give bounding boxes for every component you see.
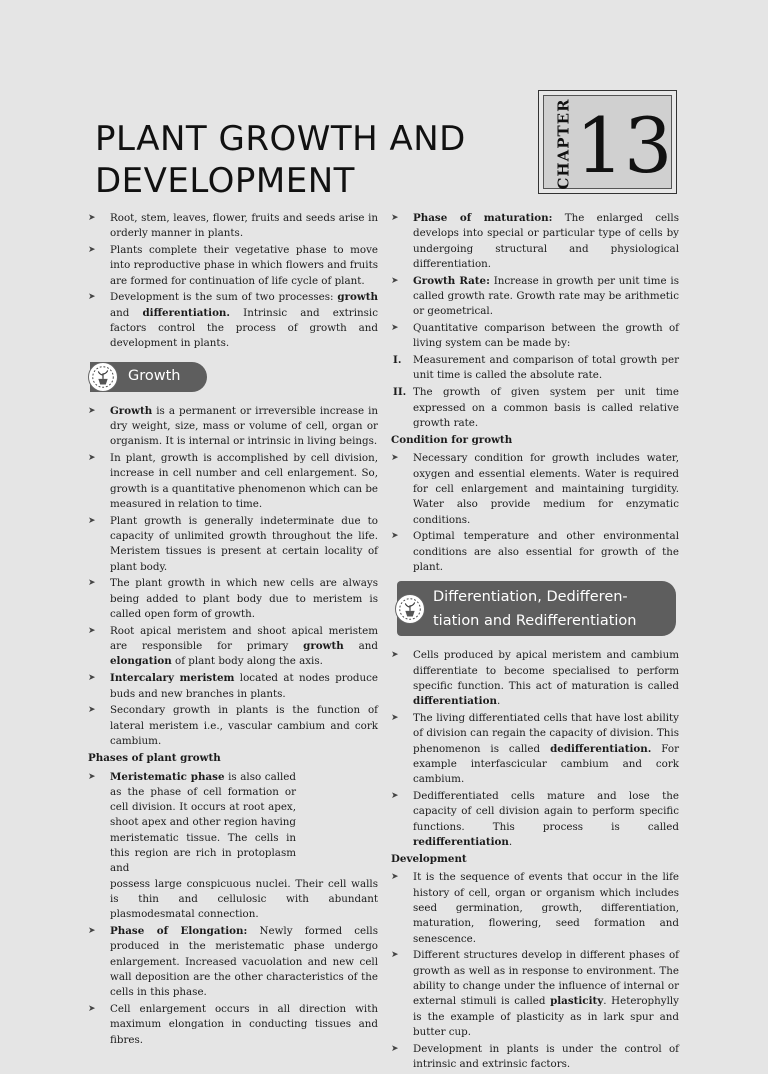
list-item: ➤ Plant growth is generally indeterminate due to capacity of unlimited growth throughout the life. Meristem tissues is present at certain locality of plant body. (88, 514, 378, 573)
growth-section-heading (90, 362, 207, 392)
arrow-bullet-icon: ➤ (391, 531, 399, 542)
plant-pot-icon (88, 362, 118, 392)
phases-heading: Phases of plant growth (88, 752, 221, 765)
arrow-bullet-icon: ➤ (88, 453, 96, 464)
arrow-bullet-icon: ➤ (391, 650, 399, 661)
arrow-bullet-icon: ➤ (391, 950, 399, 961)
arrow-bullet-icon: ➤ (391, 323, 399, 334)
list-item: ➤ Secondary growth in plants is the function of lateral meristem i.e., vascular cambium and cork cambium. (88, 704, 378, 747)
plant-pot-icon (395, 594, 425, 624)
list-item: ➤ Cells produced by apical meristem and cambium differentiate to become specialised to perform specific function. This act of maturation is called differentiation. (391, 649, 679, 708)
list-item: ➤ The plant growth in which new cells are always being added to plant body due to meristem is called open form of growth. (88, 577, 378, 621)
list-item: ➤ The living differentiated cells that have lost ability of division can regain the capacity of division. This phenomenon is called dedifferentiation. For example interfascicular cambium and cork cambium. (391, 712, 679, 786)
right-column (391, 211, 679, 1074)
arrow-bullet-icon: ➤ (88, 925, 96, 936)
list-item: ➤ Development is the sum of two processes: growth and differentiation. Intrinsic and extrinsic factors control the process of growth and development in plants. (88, 291, 378, 350)
arrow-bullet-icon: ➤ (391, 213, 399, 223)
condition-heading: Condition for growth (391, 434, 513, 447)
arrow-bullet-icon: ➤ (88, 515, 96, 526)
list-item: ➤ Cell enlargement occurs in all direction with maximum elongation in conducting tissues and fibres. (88, 1002, 378, 1046)
arrow-bullet-icon: ➤ (391, 1043, 399, 1054)
arrow-bullet-icon: ➤ (88, 673, 96, 684)
arrow-bullet-icon: ➤ (88, 213, 96, 223)
list-item: ➤ Root apical meristem and shoot apical meristem are responsible for primary growth and elongation of plant body along the axis. (88, 624, 378, 668)
list-item: ➤ Meristematic phase is also called as the phase of cell formation or cell division. It occurs at root apex, shoot apex and other region having meristematic tissue. The cells in this region are rich in protoplasm and possess large conspicuous nuclei. Their cell walls is thin and cellulosic with abundant plasmodesmatal connection. (88, 770, 378, 921)
arrow-bullet-icon: ➤ (88, 245, 96, 256)
arrow-bullet-icon: ➤ (88, 771, 96, 782)
arrow-bullet-icon: ➤ (391, 791, 399, 801)
chapter-number: 13 (575, 101, 673, 190)
arrow-bullet-icon: ➤ (391, 713, 399, 724)
arrow-bullet-icon: ➤ (391, 275, 399, 286)
phases-list (88, 770, 378, 1048)
page-title: PLANT GROWTH AND DEVELOPMENT (95, 119, 466, 201)
differentiation-section-heading (397, 581, 676, 636)
rate-types-list (391, 353, 679, 431)
list-item: ➤ Development in plants is under the control of intrinsic and extrinsic factors. (391, 1042, 679, 1071)
chapter-label: CHAPTER (555, 98, 573, 190)
arrow-bullet-icon: ➤ (88, 625, 96, 636)
list-item: II. The growth of given system per unit time expressed on a common basis is called relative growth rate. (393, 386, 679, 429)
chapter-badge (538, 90, 677, 194)
list-item: ➤ Growth Rate: Increase in growth per unit time is called growth rate. Growth rate may be arithmetic or geometrical. (391, 274, 679, 318)
list-item: ➤ Phase of maturation: The enlarged cells develops into special or particular type of cells by undergoing structural and physiological differentiation. (391, 212, 679, 270)
arrow-bullet-icon: ➤ (88, 578, 96, 589)
list-item: ➤ Quantitative comparison between the growth of living system can be made by: (391, 322, 679, 350)
list-item: ➤ Different structures develop in different phases of growth as well as in response to environment. The ability to change under the influence of internal or external stimuli is called plasticity. Heterophylly is the example of plasticity as in lark spur and butter cup. (391, 949, 679, 1038)
arrow-bullet-icon: ➤ (391, 872, 399, 883)
list-item: ➤ Root, stem, leaves, flower, fruits and seeds arise in orderly manner in plants. (88, 212, 378, 240)
list-item: ➤ In plant, growth is accomplished by cell division, increase in cell number and cell enlargement. So, growth is a quantitative phenomenon which can be measured in relation to time. (88, 452, 378, 510)
arrow-bullet-icon: ➤ (88, 405, 96, 416)
arrow-bullet-icon: ➤ (88, 292, 96, 303)
list-item: ➤ Necessary condition for growth includes water, oxygen and essential elements. Water is required for cell enlargement and maintaining turgidity. Water also provide medium for enzymatic conditions. (391, 452, 679, 526)
section-title: Differentiation, Dedifferen- tiation and Redifferentiation (433, 588, 637, 629)
list-item: ➤ Dedifferentiated cells mature and lose the capacity of cell division again to perform specific functions. This process is called redifferentiation. (391, 790, 679, 848)
development-list (391, 870, 679, 1072)
section-title: Growth (128, 368, 181, 385)
differentiation-list (391, 648, 679, 850)
list-item: ➤ Growth is a permanent or irreversible increase in dry weight, size, mass or volume of cell, organ or organism. It is internal or intrinsic in living beings. (88, 404, 378, 448)
list-item: ➤ Plants complete their vegetative phase to move into reproductive phase in which flowers and fruits are formed for continuation of life cycle of plant. (88, 244, 378, 287)
growth-rate-list (391, 211, 679, 352)
arrow-bullet-icon: ➤ (88, 1003, 96, 1014)
list-item: ➤ Intercalary meristem located at nodes produce buds and new branches in plants. (88, 672, 378, 700)
condition-list (391, 451, 679, 575)
list-item: ➤ Phase of Elongation: Newly formed cells produced in the meristematic phase undergo enlargement. Increased vacuolation and new cell wall deposition are the other characteristics of the cells in this phase. (88, 924, 378, 999)
list-item: ➤ Optimal temperature and other environmental conditions are also essential for growth of the plant. (391, 530, 679, 574)
intro-list (88, 211, 378, 352)
list-item: I. Measurement and comparison of total growth per unit time is called the absolute rate. (393, 354, 679, 382)
list-item: ➤ It is the sequence of events that occur in the life history of cell, organ or organism which includes seed germination, growth, differentiation, maturation, flowering, seed formation and senescence. (391, 871, 679, 945)
arrow-bullet-icon: ➤ (88, 705, 96, 716)
arrow-bullet-icon: ➤ (391, 453, 399, 464)
growth-list (88, 404, 378, 750)
left-column (88, 211, 378, 1049)
development-heading: Development (391, 853, 467, 866)
